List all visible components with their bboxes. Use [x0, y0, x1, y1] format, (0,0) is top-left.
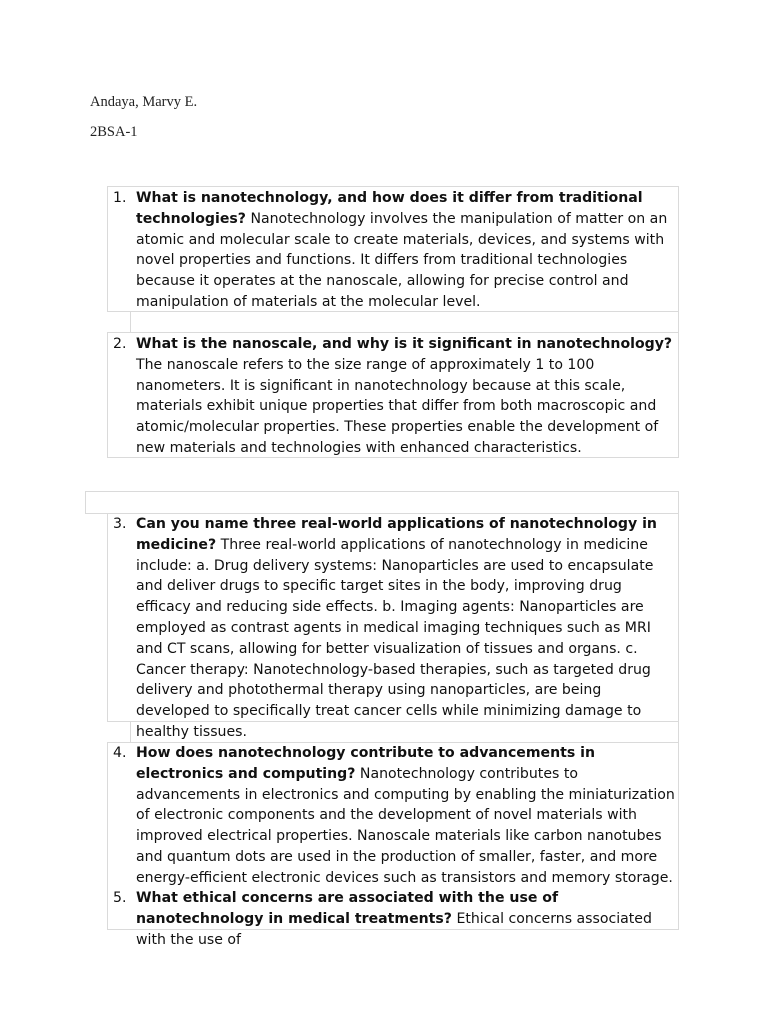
question-text: What is the nanoscale, and why is it significant in nanotechnology?	[136, 336, 673, 352]
question-text: Can you name three real-world applications of nanotechnology in medicine?	[136, 516, 657, 553]
question-text: What is nanotechnology, and how does it differ from traditional technologies?	[136, 190, 643, 227]
list-item-text	[136, 334, 677, 459]
list-item-number: 2.	[113, 336, 127, 352]
answer-text: Nanotechnology contributes to advancements in electronics and computing by enabling the miniaturization of electronic components and the development of novel materials with improved electrical properties. Nanoscale materials like carbon nanotubes and quantum dots are used in the production of smaller, faster, and more energy-efficient electronic devices such as transistors and memory storage.	[136, 765, 675, 886]
list-item-number: 3.	[113, 516, 127, 532]
table-spacer-2	[85, 491, 679, 514]
student-section: 2BSA-1	[90, 124, 138, 140]
list-item-number: 5.	[113, 890, 127, 906]
answer-text: Ethical concerns associated with the use of	[136, 910, 652, 948]
student-name: Andaya, Marvy E.	[90, 94, 198, 110]
list-item-text	[136, 888, 677, 950]
answer-text: Nanotechnology involves the manipulation of matter on an atomic and molecular scale to create materials, devices, and systems with novel properties and functions. It differs from traditional technologies because it operates at the nanoscale, allowing for precise control and manipulation of materials at the molecular level.	[136, 210, 668, 310]
answer-text: The nanoscale refers to the size range of approximately 1 to 100 nanometers. It is significant in nanotechnology because at this scale, materials exhibit unique properties that differ from both macroscopic and atomic/molecular properties. These properties enable the development of new materials and technologies with enhanced characteristics.	[136, 356, 659, 456]
answer-text: Three real-world applications of nanotechnology in medicine include: a. Drug delivery systems: Nanoparticles are used to encapsulate and deliver drugs to specific target sites in the body, improving drug efficacy and reducing side effects. b. Imaging agents: Nanoparticles are employed as contrast agents in medical imaging techniques such as MRI and CT scans, allowing for better visualization of tissues and organs. c. Cancer therapy: Nanotechnology-based therapies, such as targeted drug delivery and photothermal therapy using nanoparticles, are being developed to specifically treat cancer cells while minimizing damage to healthy tissues.	[136, 536, 654, 740]
table-spacer-1	[130, 311, 679, 333]
list-item-number: 1.	[113, 190, 127, 206]
question-text: What ethical concerns are associated with the use of nanotechnology in medical treatments?	[136, 890, 559, 927]
question-text: How does nanotechnology contribute to advancements in electronics and computing?	[136, 745, 596, 782]
list-item-number: 4.	[113, 745, 127, 761]
list-item-text	[136, 743, 677, 889]
list-item-text	[136, 514, 677, 743]
list-item-text	[136, 188, 677, 313]
